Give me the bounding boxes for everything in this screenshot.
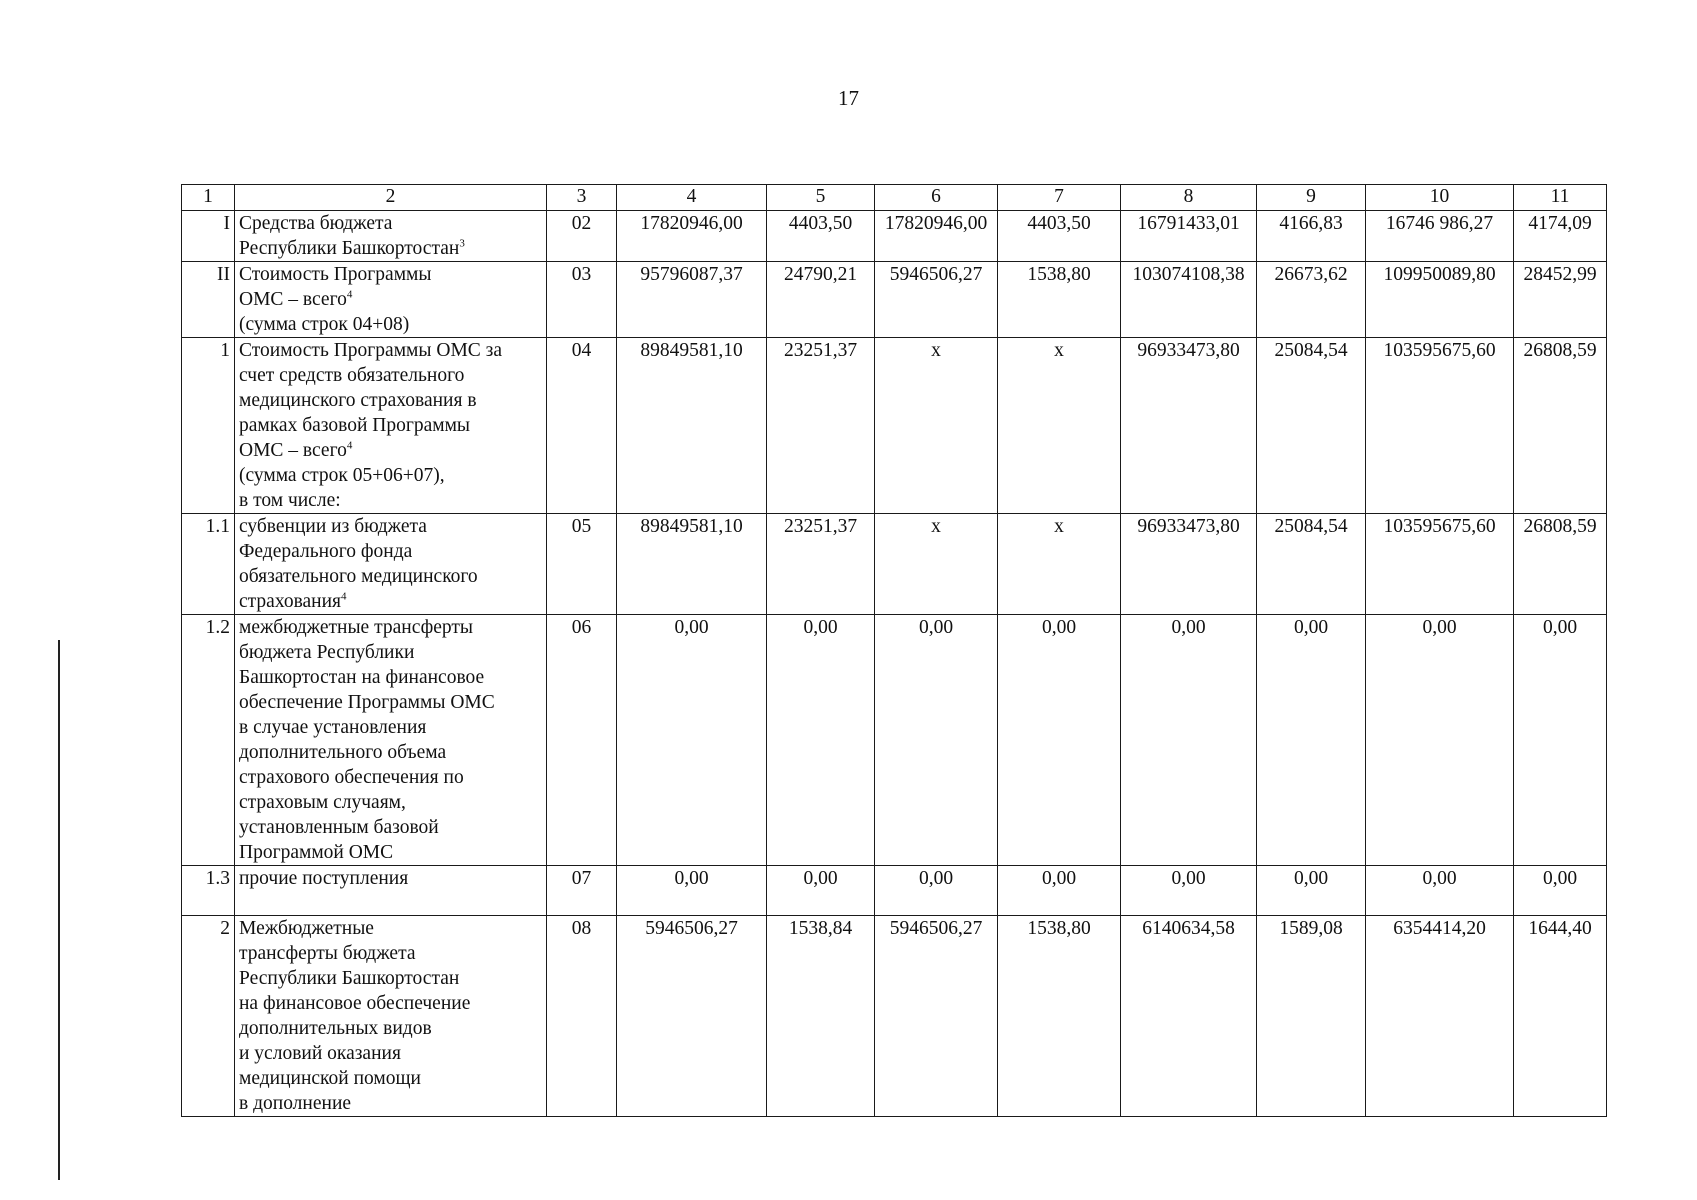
row-label-text: Межбюджетные трансферты бюджета Республики Башкортостан на финансовое обеспечение дополнительных видов и условий оказания медицинской помощи в дополнение (239, 918, 471, 1114)
value-cell: 16791433,01 (1121, 211, 1257, 262)
value-cell: 95796087,37 (617, 262, 767, 338)
row-label-note: (сумма строк 05+06+07), в том числе: (239, 465, 445, 511)
value-cell: 0,00 (875, 866, 998, 916)
value-cell: 25084,54 (1257, 514, 1366, 615)
row-label (235, 262, 547, 338)
value-cell: х (998, 514, 1121, 615)
value-cell: 25084,54 (1257, 338, 1366, 514)
value-cell: 109950089,80 (1366, 262, 1514, 338)
table-row (182, 338, 1607, 514)
row-label-text: Стоимость Программы ОМС за счет средств обязательного медицинского страхования в рамках базовой Программы ОМС – всего (239, 340, 503, 461)
value-cell: 5946506,27 (617, 916, 767, 1117)
row-label (235, 916, 547, 1117)
value-cell: х (998, 338, 1121, 514)
footnote-mark: 3 (459, 237, 465, 250)
table-row (182, 514, 1607, 615)
value-cell: х (875, 338, 998, 514)
header-cell: 8 (1121, 185, 1257, 211)
row-label-text: Стоимость Программы ОМС – всего (239, 264, 432, 310)
row-number: 1.1 (182, 514, 235, 615)
value-cell: 5946506,27 (875, 916, 998, 1117)
value-cell: 4403,50 (998, 211, 1121, 262)
value-cell: 1589,08 (1257, 916, 1366, 1117)
table-row (182, 866, 1607, 916)
value-cell: 0,00 (998, 615, 1121, 866)
header-cell: 5 (767, 185, 875, 211)
value-cell: 0,00 (1514, 615, 1607, 866)
row-label (235, 338, 547, 514)
value-cell: 103074108,38 (1121, 262, 1257, 338)
value-cell: 0,00 (767, 615, 875, 866)
row-number: 1 (182, 338, 235, 514)
value-cell: 1644,40 (1514, 916, 1607, 1117)
value-cell: 6354414,20 (1366, 916, 1514, 1117)
row-code: 06 (547, 615, 617, 866)
value-cell: 0,00 (767, 866, 875, 916)
row-label-text: Средства бюджета Республики Башкортостан (239, 213, 460, 259)
header-cell: 10 (1366, 185, 1514, 211)
row-code: 04 (547, 338, 617, 514)
value-cell: 1538,80 (998, 262, 1121, 338)
header-cell: 3 (547, 185, 617, 211)
value-cell: х (875, 514, 998, 615)
value-cell: 5946506,27 (875, 262, 998, 338)
value-cell: 24790,21 (767, 262, 875, 338)
row-label (235, 866, 547, 916)
value-cell: 17820946,00 (617, 211, 767, 262)
value-cell: 0,00 (1121, 615, 1257, 866)
value-cell: 1538,80 (998, 916, 1121, 1117)
value-cell: 0,00 (617, 866, 767, 916)
value-cell: 96933473,80 (1121, 514, 1257, 615)
value-cell: 23251,37 (767, 514, 875, 615)
table-row (182, 916, 1607, 1117)
value-cell: 0,00 (617, 615, 767, 866)
header-row (182, 185, 1607, 211)
table-row (182, 615, 1607, 866)
value-cell: 0,00 (1121, 866, 1257, 916)
row-label-text: субвенции из бюджета Федерального фонда обязательного медицинского страхования (239, 516, 478, 612)
value-cell: 96933473,80 (1121, 338, 1257, 514)
row-label-text: межбюджетные трансферты бюджета Республики Башкортостан на финансовое обеспечение Программы ОМС в случае установления дополнительного объема страхового обеспечения по страховым случаям, установленным базовой Программой ОМС (239, 617, 495, 863)
header-cell: 6 (875, 185, 998, 211)
row-label-text: прочие поступления (239, 868, 409, 889)
table-body (182, 185, 1607, 1117)
row-code: 08 (547, 916, 617, 1117)
value-cell: 26673,62 (1257, 262, 1366, 338)
page-number: 17 (838, 86, 859, 110)
row-number: 1.3 (182, 866, 235, 916)
value-cell: 4403,50 (767, 211, 875, 262)
row-number: I (182, 211, 235, 262)
header-cell: 11 (1514, 185, 1607, 211)
header-cell: 2 (235, 185, 547, 211)
row-number: 1.2 (182, 615, 235, 866)
row-number: 2 (182, 916, 235, 1117)
value-cell: 0,00 (875, 615, 998, 866)
header-cell: 9 (1257, 185, 1366, 211)
row-code: 03 (547, 262, 617, 338)
value-cell: 0,00 (1366, 866, 1514, 916)
value-cell: 0,00 (1514, 866, 1607, 916)
row-code: 05 (547, 514, 617, 615)
row-number: II (182, 262, 235, 338)
value-cell: 16746 986,27 (1366, 211, 1514, 262)
header-cell: 7 (998, 185, 1121, 211)
row-label (235, 514, 547, 615)
value-cell: 0,00 (1257, 615, 1366, 866)
value-cell: 23251,37 (767, 338, 875, 514)
row-label-note: (сумма строк 04+08) (239, 314, 410, 335)
value-cell: 0,00 (1257, 866, 1366, 916)
financial-table (181, 184, 1607, 1117)
value-cell: 0,00 (1366, 615, 1514, 866)
value-cell: 103595675,60 (1366, 338, 1514, 514)
row-code: 02 (547, 211, 617, 262)
margin-line (58, 640, 60, 1180)
footnote-mark: 4 (346, 439, 353, 452)
table-row (182, 262, 1607, 338)
footnote-mark: 4 (341, 590, 347, 603)
value-cell: 103595675,60 (1366, 514, 1514, 615)
value-cell: 6140634,58 (1121, 916, 1257, 1117)
value-cell: 4174,09 (1514, 211, 1607, 262)
value-cell: 89849581,10 (617, 338, 767, 514)
value-cell: 26808,59 (1514, 338, 1607, 514)
value-cell: 4166,83 (1257, 211, 1366, 262)
header-cell: 1 (182, 185, 235, 211)
value-cell: 1538,84 (767, 916, 875, 1117)
row-code: 07 (547, 866, 617, 916)
footnote-mark: 4 (346, 288, 353, 301)
value-cell: 17820946,00 (875, 211, 998, 262)
table-row (182, 211, 1607, 262)
value-cell: 89849581,10 (617, 514, 767, 615)
value-cell: 28452,99 (1514, 262, 1607, 338)
value-cell: 26808,59 (1514, 514, 1607, 615)
header-cell: 4 (617, 185, 767, 211)
row-label (235, 615, 547, 866)
row-label (235, 211, 547, 262)
value-cell: 0,00 (998, 866, 1121, 916)
